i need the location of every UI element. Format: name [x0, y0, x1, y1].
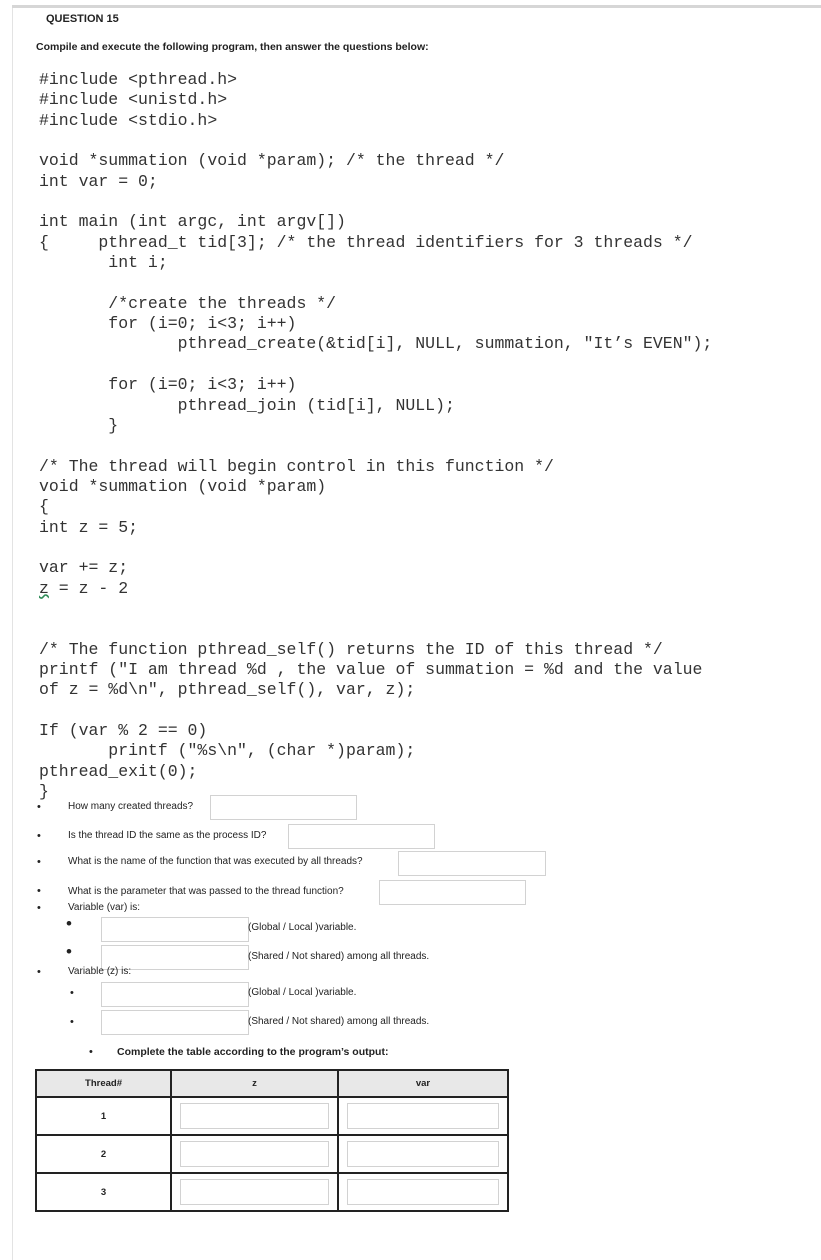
bullet-icon: •	[37, 902, 41, 914]
z-scope-hint: (Global / Local )variable.	[248, 987, 357, 998]
z-row2-input[interactable]	[180, 1141, 329, 1167]
thread-number: 3	[36, 1173, 171, 1211]
var-variable-label: Variable (var) is:	[68, 902, 141, 913]
z-row1-input[interactable]	[180, 1103, 329, 1129]
top-divider	[12, 5, 821, 8]
question-title: QUESTION 15	[46, 13, 119, 25]
bullet-icon: •	[66, 914, 72, 933]
bullet-icon: •	[89, 1046, 93, 1058]
table-header-row	[36, 1070, 508, 1097]
q-function-name-label: What is the name of the function that was executed by all threads?	[68, 856, 363, 867]
z-cell	[171, 1173, 338, 1211]
thread-number: 2	[36, 1135, 171, 1173]
var-shared-hint: (Shared / Not shared) among all threads.	[248, 951, 430, 962]
var-cell	[338, 1173, 508, 1211]
bullet-icon: •	[37, 801, 41, 813]
code-part-1: #include <pthread.h> #include <unistd.h> #include <stdio.h> void *summation (void *param); /* the thread */ int var = 0; int main (int argc, int argv[]) { pthread_t tid[3]; /* the thread identifiers for 3 threads */ int i; /*create the threads */ for (i=0; i<3; i++) pthread_create(&tid[i], NULL, summation, "It’s EVEN"); for (i=0; i<3; i++) pthread_join (tid[i], NULL); } /* The thread will begin control in this function */ void *summation (void *param) { int z = 5; var += z;	[39, 70, 713, 578]
bullet-icon: •	[70, 1016, 74, 1028]
z-scope-input[interactable]	[101, 982, 249, 1007]
z-shared-input[interactable]	[101, 1010, 249, 1035]
function-name-input[interactable]	[398, 851, 546, 876]
var-cell	[338, 1097, 508, 1135]
spellcheck-underlined-z: z	[39, 578, 49, 598]
parameter-input[interactable]	[379, 880, 526, 905]
var-scope-hint: (Global / Local )variable.	[248, 922, 357, 933]
bullet-icon: •	[70, 987, 74, 999]
var-row1-input[interactable]	[347, 1103, 499, 1129]
table-row	[36, 1135, 508, 1173]
question-instruction: Compile and execute the following program, then answer the questions below:	[36, 41, 429, 53]
q-parameter-label: What is the parameter that was passed to the thread function?	[68, 886, 344, 897]
bullet-icon: •	[37, 885, 41, 897]
left-border	[12, 8, 13, 1260]
output-table	[35, 1069, 509, 1212]
bullet-icon: •	[37, 856, 41, 868]
z-cell	[171, 1135, 338, 1173]
created-threads-input[interactable]	[210, 795, 357, 820]
bullet-icon: •	[37, 966, 41, 978]
q-created-threads-label: How many created threads?	[68, 801, 194, 812]
header-thread: Thread#	[36, 1070, 171, 1097]
header-var: var	[338, 1070, 508, 1097]
thread-id-input[interactable]	[288, 824, 435, 849]
z-variable-label: Variable (z) is:	[68, 966, 132, 977]
var-row3-input[interactable]	[347, 1179, 499, 1205]
var-row2-input[interactable]	[347, 1141, 499, 1167]
bullet-icon: •	[37, 830, 41, 842]
thread-number: 1	[36, 1097, 171, 1135]
bullet-icon: •	[66, 942, 72, 961]
z-row3-input[interactable]	[180, 1179, 329, 1205]
table-row	[36, 1173, 508, 1211]
z-cell	[171, 1097, 338, 1135]
var-cell	[338, 1135, 508, 1173]
q-thread-id-label: Is the thread ID the same as the process ID?	[68, 830, 267, 841]
table-title: Complete the table according to the program’s output:	[117, 1046, 389, 1058]
var-scope-input[interactable]	[101, 917, 249, 942]
code-listing	[39, 70, 712, 802]
header-z: z	[171, 1070, 338, 1097]
table-row	[36, 1097, 508, 1135]
z-shared-hint: (Shared / Not shared) among all threads.	[248, 1016, 430, 1027]
code-part-2: = z - 2 /* The function pthread_self() returns the ID of this thread */ printf ("I am thread %d , the value of summation = %d and the value of z = %d\n", pthread_self(), var, z); If (var % 2 == 0) printf ("%s\n", (char *)param); pthread_exit(0); }	[39, 578, 703, 802]
